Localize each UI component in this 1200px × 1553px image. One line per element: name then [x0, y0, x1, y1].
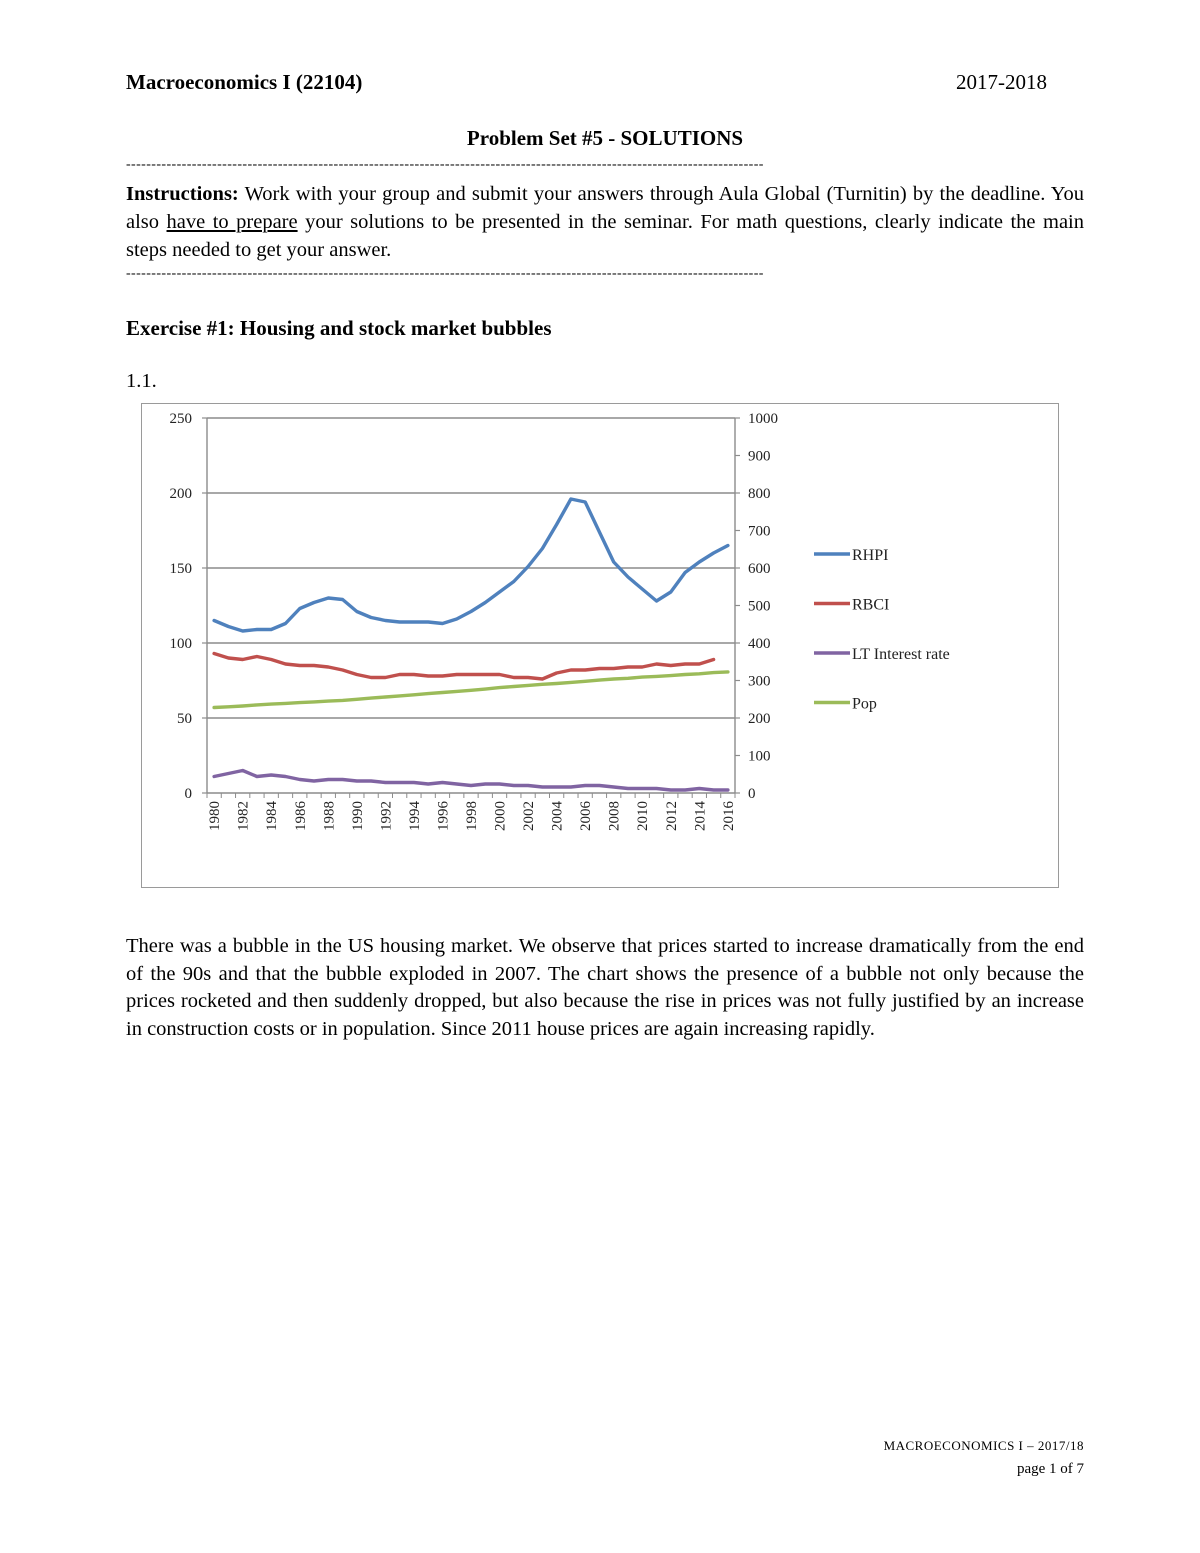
- answer-paragraph: There was a bubble in the US housing market. We observe that prices started to increase dramatically from the end of the 90s and that the bubble exploded in 2007. The chart shows the presence of a bubble not only because the prices rocketed and then suddenly dropped, but also because the rise in prices was not fully justified by an increase in construction costs or in population. Since 2011 house prices are again increasing rapidly.: [126, 935, 1084, 1040]
- footer-page-label: page 1 of 7: [1016, 1461, 1084, 1477]
- right-tick-label: 100: [748, 748, 771, 765]
- x-tick-label: 2010: [635, 801, 652, 831]
- x-tick-label: 2004: [549, 801, 566, 831]
- left-tick-label: 0: [184, 786, 192, 802]
- series-line-pop: [214, 672, 728, 708]
- series-line-rhpi: [214, 499, 728, 631]
- housing-chart: [142, 404, 1057, 886]
- x-tick-label: 1996: [435, 801, 452, 831]
- right-tick-label: 300: [748, 673, 771, 690]
- series-line-lt-interest-rate: [214, 771, 728, 791]
- x-tick-label: 1986: [292, 801, 309, 831]
- left-tick-label: 150: [169, 561, 192, 577]
- instructions-underlined: have to prepare: [166, 211, 298, 233]
- chart-frame: [141, 403, 1059, 888]
- legend-label: Pop: [852, 695, 877, 713]
- exercise-number: 1.1.: [126, 370, 157, 392]
- x-tick-label: 1984: [264, 801, 281, 831]
- x-tick-label: 1982: [235, 801, 252, 831]
- x-tick-label: 2002: [521, 801, 538, 831]
- divider-bottom: ------------------------------------------------------------------------------------------------------------------------------: [126, 266, 764, 281]
- left-tick-label: 50: [177, 711, 192, 727]
- series-line-rbci: [214, 654, 713, 680]
- instructions-label: Instructions:: [126, 183, 239, 205]
- legend-label: RHPI: [852, 547, 889, 564]
- legend-label: LT Interest rate: [852, 646, 950, 663]
- right-tick-label: 900: [748, 448, 771, 465]
- right-tick-label: 700: [748, 523, 771, 540]
- instructions: [126, 180, 1084, 264]
- left-tick-label: 100: [169, 636, 192, 652]
- legend-label: RBCI: [852, 596, 890, 614]
- x-tick-label: 2014: [692, 801, 709, 831]
- divider-top: ------------------------------------------------------------------------------------------------------------------------------: [126, 157, 764, 172]
- x-tick-label: 2012: [663, 801, 680, 831]
- right-tick-label: 200: [748, 711, 771, 727]
- footer-running-title: MACROECONOMICS I – 2017/18: [883, 1438, 1084, 1453]
- instructions-text-after: your solutions to be presented in the seminar. For math questions, clearly indicate the main steps needed to get your answer.: [126, 211, 1084, 261]
- right-tick-label: 500: [748, 598, 771, 615]
- academic-year: 2017-2018: [956, 70, 1047, 94]
- left-tick-label: 200: [169, 486, 192, 502]
- x-tick-label: 2006: [578, 801, 595, 831]
- page-title: Problem Set #5 - SOLUTIONS: [466, 126, 744, 150]
- left-tick-label: 250: [169, 411, 192, 427]
- right-tick-label: 1000: [748, 411, 778, 427]
- x-tick-label: 1990: [349, 801, 366, 831]
- right-tick-label: 600: [748, 561, 771, 577]
- right-tick-label: 800: [748, 486, 771, 502]
- right-tick-label: 0: [748, 786, 756, 802]
- x-tick-label: 1988: [321, 801, 338, 831]
- x-tick-label: 2000: [492, 801, 509, 831]
- x-tick-label: 1980: [207, 801, 224, 831]
- instructions-text-before: Work with your group and submit your answers through Aula Global (Turnitin) by the deadline. You also: [126, 183, 1084, 233]
- x-tick-label: 2008: [606, 801, 623, 831]
- course-title: Macroeconomics I (22104): [126, 70, 363, 94]
- x-tick-label: 1994: [406, 801, 423, 831]
- x-tick-label: 1998: [464, 801, 480, 831]
- x-tick-label: 1992: [378, 801, 395, 831]
- x-tick-label: 2016: [720, 801, 737, 831]
- exercise-heading: Exercise #1: Housing and stock market bubbles: [126, 316, 552, 340]
- right-tick-label: 400: [748, 636, 771, 652]
